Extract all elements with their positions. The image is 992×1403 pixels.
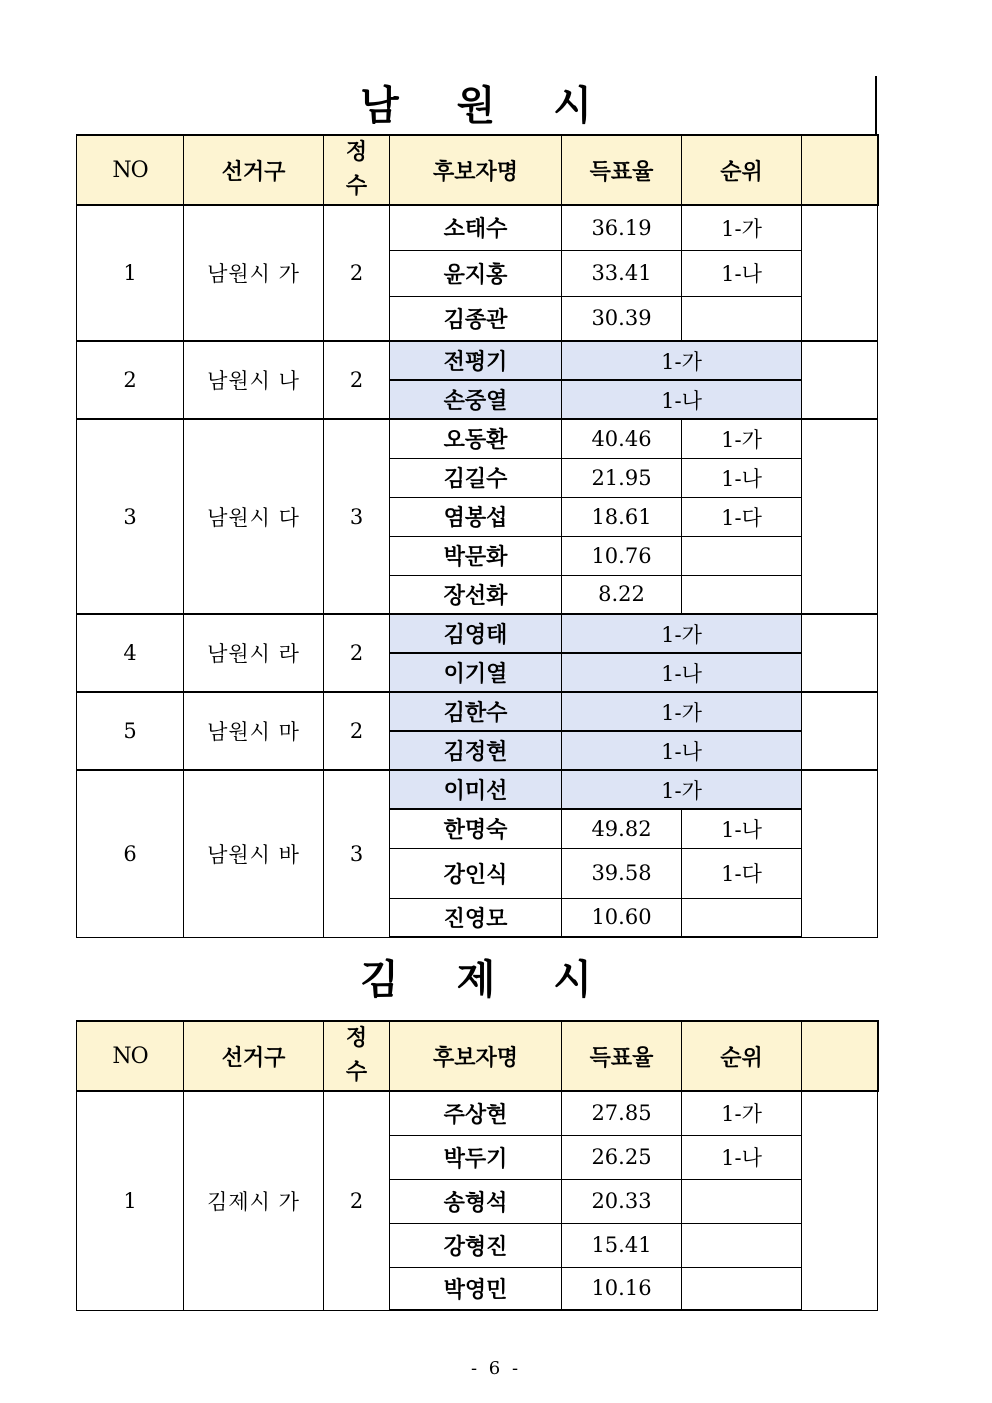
header-row bbox=[77, 1021, 878, 1091]
vote-rate: 39.58 bbox=[562, 848, 682, 898]
header-no: NO bbox=[77, 135, 184, 205]
uncontested-rank: 1-나 bbox=[562, 731, 802, 770]
page-number: - 6 - bbox=[470, 1358, 522, 1379]
seat-count: 2 bbox=[324, 205, 390, 341]
candidate-name: 김한수 bbox=[390, 692, 562, 731]
candidate-name: 전평기 bbox=[390, 341, 562, 380]
uncontested-rank: 1-가 bbox=[562, 770, 802, 809]
seat-count: 2 bbox=[324, 341, 390, 419]
district-name: 남원시 나 bbox=[184, 341, 324, 419]
vote-rate: 8.22 bbox=[562, 575, 682, 614]
header-rank: 순위 bbox=[682, 1021, 802, 1091]
header-extra bbox=[802, 135, 878, 205]
header-candidate: 후보자명 bbox=[390, 1021, 562, 1091]
header-seats bbox=[324, 135, 390, 205]
rank: 1-나 bbox=[682, 458, 802, 497]
vote-rate: 15.41 bbox=[562, 1223, 682, 1267]
district-name: 남원시 다 bbox=[184, 419, 324, 614]
candidate-name: 한명숙 bbox=[390, 809, 562, 848]
header-seats-top: 정 bbox=[345, 140, 368, 165]
section-title-gimje: 김 제 시 bbox=[360, 957, 614, 1003]
candidate-name: 이미선 bbox=[390, 770, 562, 809]
candidate-row bbox=[77, 692, 878, 731]
remarks-cell bbox=[802, 341, 878, 419]
rank: 1-가 bbox=[682, 419, 802, 458]
rank bbox=[682, 1223, 802, 1267]
vote-rate: 10.76 bbox=[562, 536, 682, 575]
uncontested-rank: 1-가 bbox=[562, 692, 802, 731]
vote-rate: 18.61 bbox=[562, 497, 682, 536]
candidate-name: 오동환 bbox=[390, 419, 562, 458]
rank: 1-다 bbox=[682, 848, 802, 898]
remarks-cell bbox=[802, 614, 878, 692]
header-seats-top: 정 bbox=[345, 1026, 368, 1051]
candidate-name: 소태수 bbox=[390, 205, 562, 250]
district-number: 5 bbox=[77, 692, 184, 770]
header-seats-bottom: 수 bbox=[345, 174, 368, 199]
seat-count: 2 bbox=[324, 614, 390, 692]
candidate-name: 손중열 bbox=[390, 380, 562, 419]
candidate-name: 이기열 bbox=[390, 653, 562, 692]
candidate-name: 박영민 bbox=[390, 1267, 562, 1310]
vote-rate: 10.60 bbox=[562, 898, 682, 937]
candidate-name: 박문화 bbox=[390, 536, 562, 575]
candidate-name: 박두기 bbox=[390, 1135, 562, 1179]
rank bbox=[682, 575, 802, 614]
district-name: 남원시 가 bbox=[184, 205, 324, 341]
candidate-name: 주상현 bbox=[390, 1091, 562, 1135]
district-number: 3 bbox=[77, 419, 184, 614]
vote-rate: 21.95 bbox=[562, 458, 682, 497]
district-number: 1 bbox=[77, 1091, 184, 1310]
candidate-name: 김길수 bbox=[390, 458, 562, 497]
candidate-row bbox=[77, 770, 878, 809]
candidate-name: 김정현 bbox=[390, 731, 562, 770]
candidate-row bbox=[77, 419, 878, 458]
header-rank: 순위 bbox=[682, 135, 802, 205]
vote-rate: 33.41 bbox=[562, 250, 682, 296]
rank: 1-나 bbox=[682, 809, 802, 848]
candidate-name: 강인식 bbox=[390, 848, 562, 898]
rank: 1-나 bbox=[682, 250, 802, 296]
candidate-name: 송형석 bbox=[390, 1179, 562, 1223]
uncontested-rank: 1-가 bbox=[562, 614, 802, 653]
district-name: 남원시 라 bbox=[184, 614, 324, 692]
rank bbox=[682, 296, 802, 341]
seat-count: 3 bbox=[324, 770, 390, 937]
rank: 1-가 bbox=[682, 205, 802, 250]
candidate-row bbox=[77, 614, 878, 653]
seat-count: 3 bbox=[324, 419, 390, 614]
vote-rate: 40.46 bbox=[562, 419, 682, 458]
district-number: 2 bbox=[77, 341, 184, 419]
candidate-name: 김종관 bbox=[390, 296, 562, 341]
remarks-cell bbox=[802, 692, 878, 770]
candidate-name: 강형진 bbox=[390, 1223, 562, 1267]
vote-rate: 27.85 bbox=[562, 1091, 682, 1135]
rank bbox=[682, 1179, 802, 1223]
header-district: 선거구 bbox=[184, 1021, 324, 1091]
candidate-name: 진영모 bbox=[390, 898, 562, 937]
vote-rate: 30.39 bbox=[562, 296, 682, 341]
header-row bbox=[77, 135, 878, 205]
remarks-cell bbox=[802, 419, 878, 614]
candidate-row bbox=[77, 205, 878, 250]
vote-rate: 10.16 bbox=[562, 1267, 682, 1310]
header-seats bbox=[324, 1021, 390, 1091]
uncontested-rank: 1-나 bbox=[562, 380, 802, 419]
rank bbox=[682, 536, 802, 575]
candidate-row bbox=[77, 1091, 878, 1135]
district-name: 김제시 가 bbox=[184, 1091, 324, 1310]
candidate-name: 염봉섭 bbox=[390, 497, 562, 536]
header-candidate: 후보자명 bbox=[390, 135, 562, 205]
section-title-namwon: 남 원 시 bbox=[360, 83, 614, 129]
district-name: 남원시 바 bbox=[184, 770, 324, 937]
district-number: 4 bbox=[77, 614, 184, 692]
header-district: 선거구 bbox=[184, 135, 324, 205]
header-seats-bottom: 수 bbox=[345, 1060, 368, 1085]
header-no: NO bbox=[77, 1021, 184, 1091]
header-extra bbox=[802, 1021, 878, 1091]
results-table-namwon bbox=[76, 134, 879, 938]
district-number: 6 bbox=[77, 770, 184, 937]
rank bbox=[682, 1267, 802, 1310]
district-number: 1 bbox=[77, 205, 184, 341]
rank: 1-가 bbox=[682, 1091, 802, 1135]
vote-rate: 26.25 bbox=[562, 1135, 682, 1179]
candidate-name: 장선화 bbox=[390, 575, 562, 614]
vote-rate: 20.33 bbox=[562, 1179, 682, 1223]
candidate-row bbox=[77, 341, 878, 380]
uncontested-rank: 1-가 bbox=[562, 341, 802, 380]
rank bbox=[682, 898, 802, 937]
candidate-name: 김영태 bbox=[390, 614, 562, 653]
header-rate: 득표율 bbox=[562, 1021, 682, 1091]
remarks-cell bbox=[802, 1091, 878, 1310]
seat-count: 2 bbox=[324, 1091, 390, 1310]
rank: 1-나 bbox=[682, 1135, 802, 1179]
results-table-gimje bbox=[76, 1020, 879, 1311]
vote-rate: 36.19 bbox=[562, 205, 682, 250]
remarks-cell bbox=[802, 205, 878, 341]
seat-count: 2 bbox=[324, 692, 390, 770]
uncontested-rank: 1-나 bbox=[562, 653, 802, 692]
district-name: 남원시 마 bbox=[184, 692, 324, 770]
remarks-cell bbox=[802, 770, 878, 937]
header-rate: 득표율 bbox=[562, 135, 682, 205]
rank: 1-다 bbox=[682, 497, 802, 536]
vote-rate: 49.82 bbox=[562, 809, 682, 848]
candidate-name: 윤지홍 bbox=[390, 250, 562, 296]
